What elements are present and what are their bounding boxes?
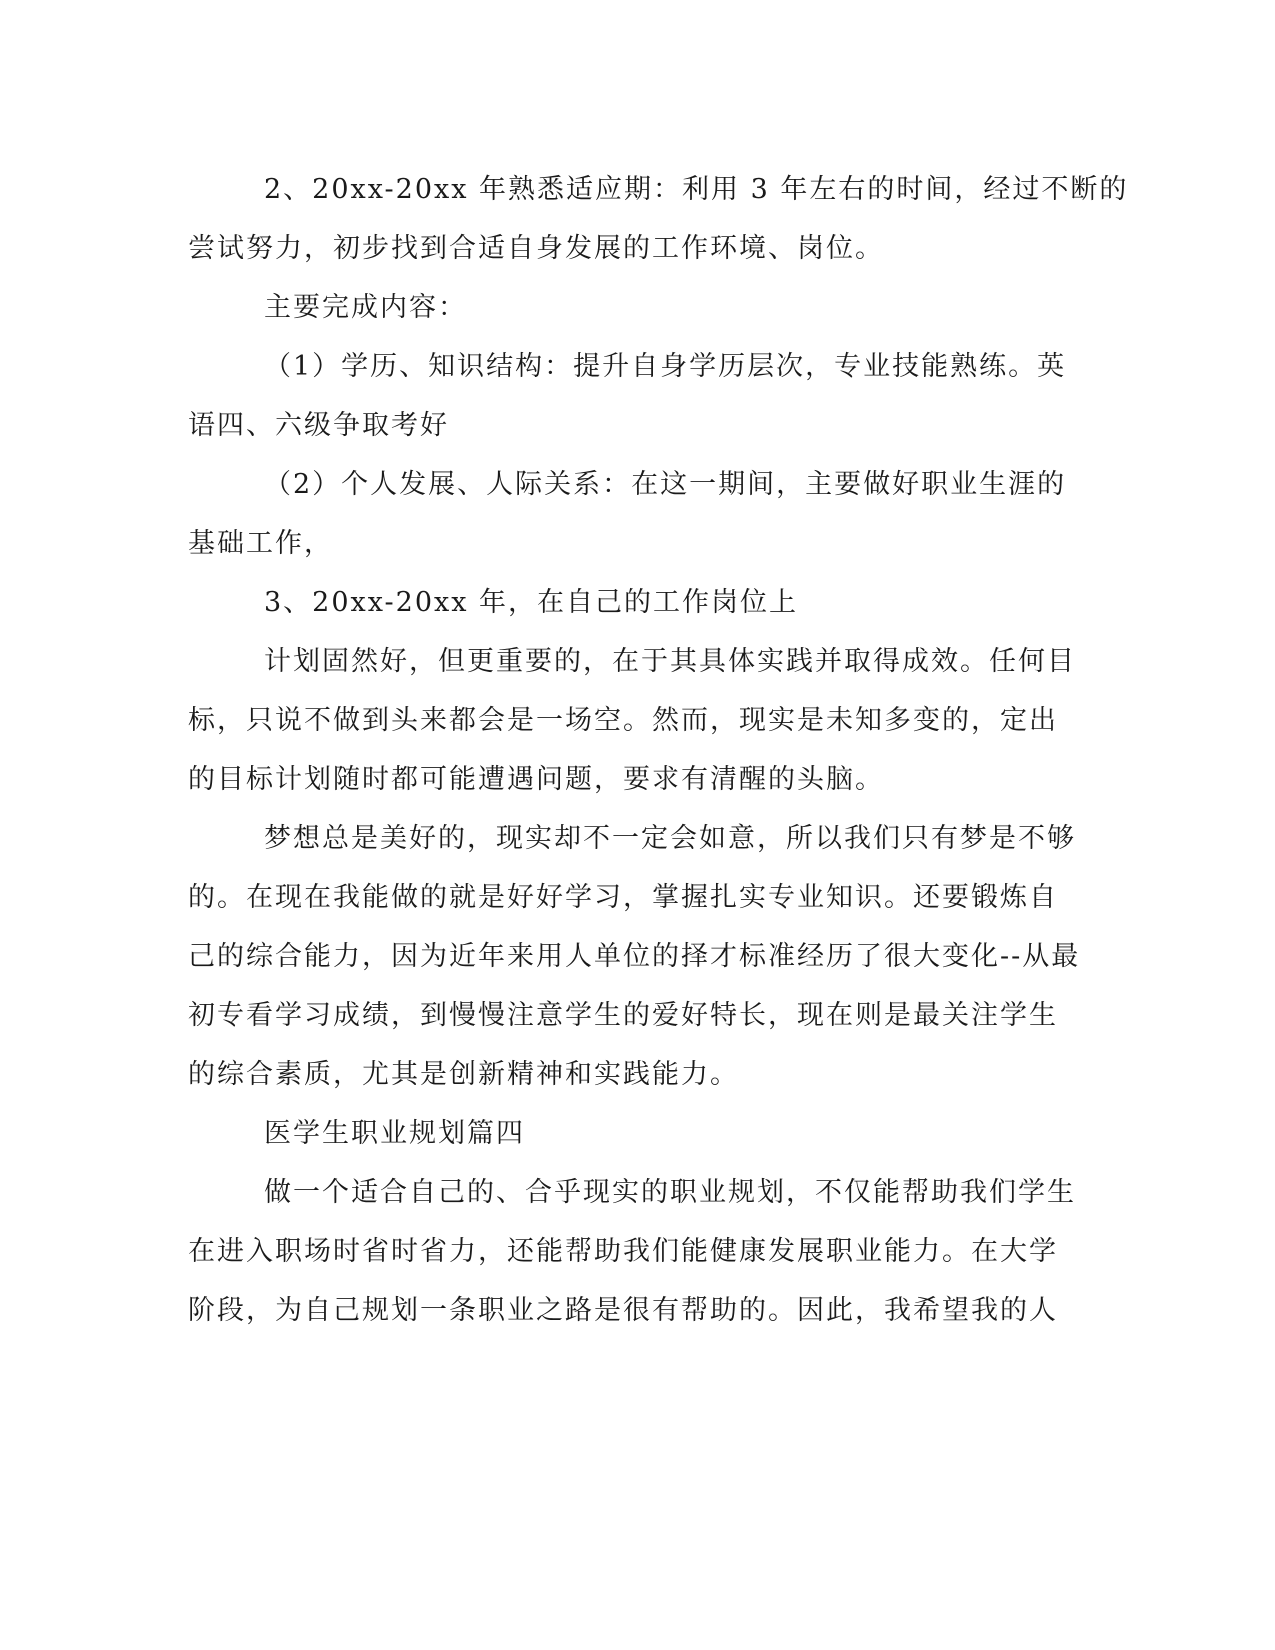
paragraph-item-2 — [188, 455, 1068, 573]
text-line: 做一个适合自己的、合乎现实的职业规划，不仅能帮助我们学生 — [264, 1177, 1076, 1208]
document-body — [188, 160, 1129, 1340]
text-line: 2、20xx-20xx 年熟悉适应期：利用 3 年左右的时间，经过不断的 — [264, 174, 1129, 205]
paragraph-intro — [188, 1163, 1076, 1340]
text-line: 标，只说不做到头来都会是一场空。然而，现实是未知多变的，定出 — [188, 705, 1058, 736]
text-line: 计划固然好，但更重要的，在于其具体实践并取得成效。任何目 — [264, 646, 1076, 677]
paragraph-dream — [188, 809, 1081, 1104]
text-line: 己的综合能力，因为近年来用人单位的择才标准经历了很大变化--从最 — [188, 941, 1081, 972]
text-line: 语四、六级争取考好 — [188, 410, 449, 441]
text-line: 基础工作， — [188, 528, 333, 559]
paragraph-plan — [188, 632, 1076, 809]
text-line: 医学生职业规划篇四 — [264, 1118, 525, 1149]
text-line: 的。在现在我能做的就是好好学习，掌握扎实专业知识。还要锻炼自 — [188, 882, 1058, 913]
paragraph-phase-3 — [188, 573, 1068, 632]
text-line: 的目标计划随时都可能遭遇问题，要求有清醒的头脑。 — [188, 764, 884, 795]
paragraph-phase-2 — [188, 160, 1129, 278]
text-line: 梦想总是美好的，现实却不一定会如意，所以我们只有梦是不够 — [264, 823, 1076, 854]
paragraph-main-content-heading — [188, 278, 1068, 337]
text-line: 在进入职场时省时省力，还能帮助我们能健康发展职业能力。在大学 — [188, 1236, 1058, 1267]
paragraph-item-1 — [188, 337, 1068, 455]
section-heading — [188, 1104, 1068, 1163]
text-line: 主要完成内容： — [264, 292, 467, 323]
text-line: 的综合素质，尤其是创新精神和实践能力。 — [188, 1059, 739, 1090]
text-line: 阶段，为自己规划一条职业之路是很有帮助的。因此，我希望我的人 — [188, 1295, 1058, 1326]
text-line: （2）个人发展、人际关系：在这一期间，主要做好职业生涯的 — [264, 469, 1067, 500]
text-line: 3、20xx-20xx 年，在自己的工作岗位上 — [264, 587, 799, 618]
text-line: 初专看学习成绩，到慢慢注意学生的爱好特长，现在则是最关注学生 — [188, 1000, 1058, 1031]
text-line: （1）学历、知识结构：提升自身学历层次，专业技能熟练。英 — [264, 351, 1067, 382]
text-line: 尝试努力，初步找到合适自身发展的工作环境、岗位。 — [188, 233, 884, 264]
